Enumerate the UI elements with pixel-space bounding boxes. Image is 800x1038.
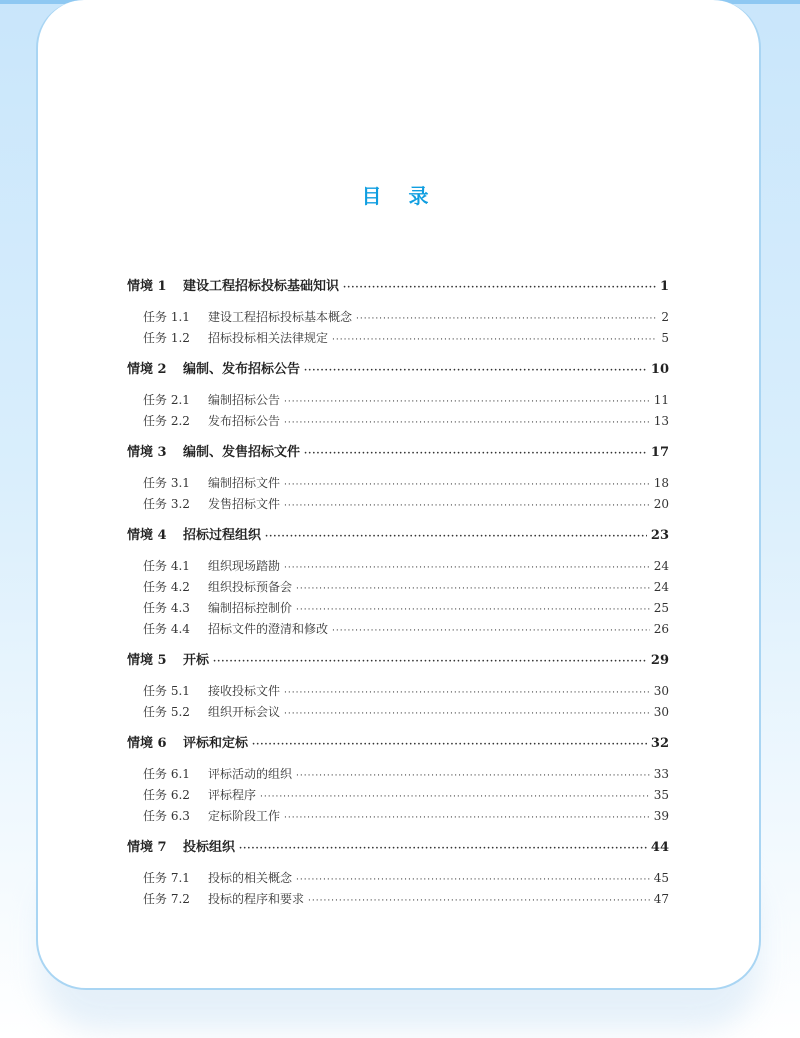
toc-chapter[interactable] — [127, 359, 669, 380]
leader-dots — [304, 361, 647, 380]
chapter-title: 编制、发售招标文件 — [183, 445, 301, 460]
leader-dots — [284, 683, 650, 702]
chapter-number: 情境 3 — [127, 445, 167, 460]
task-title: 招标投标相关法律规定 — [208, 331, 329, 345]
leader-dots — [284, 808, 650, 827]
toc-task[interactable] — [127, 598, 669, 619]
page-number: 10 — [650, 362, 669, 377]
page-number: 18 — [653, 476, 669, 490]
toc-task[interactable] — [127, 702, 669, 723]
toc-task[interactable] — [127, 806, 669, 827]
leader-dots — [296, 579, 650, 598]
leader-dots — [304, 444, 647, 463]
leader-dots — [284, 413, 650, 432]
task-number: 任务 4.3 — [143, 601, 190, 615]
page-number: 30 — [653, 705, 669, 719]
table-of-contents — [127, 276, 669, 910]
chapter-title: 投标组织 — [183, 840, 236, 855]
task-number: 任务 4.1 — [143, 559, 190, 573]
chapter-number: 情境 4 — [127, 528, 167, 543]
chapter-number: 情境 5 — [127, 653, 167, 668]
task-number: 任务 2.2 — [143, 414, 190, 428]
leader-dots — [284, 392, 650, 411]
task-title: 组织开标会议 — [208, 705, 281, 719]
toc-task[interactable] — [127, 764, 669, 785]
toc-chapter[interactable] — [127, 837, 669, 858]
toc-task[interactable] — [127, 889, 669, 910]
page-number: 5 — [661, 331, 669, 345]
toc-task[interactable] — [127, 411, 669, 432]
toc-task[interactable] — [127, 556, 669, 577]
page-number: 23 — [650, 528, 669, 543]
page-number: 30 — [653, 684, 669, 698]
toc-chapter[interactable] — [127, 276, 669, 297]
page-number: 2 — [661, 310, 669, 324]
leader-dots — [332, 330, 657, 349]
task-title: 评标程序 — [208, 788, 257, 802]
toc-task[interactable] — [127, 577, 669, 598]
chapter-number: 情境 7 — [127, 840, 167, 855]
chapter-title: 评标和定标 — [183, 736, 249, 751]
chapter-title: 招标过程组织 — [183, 528, 262, 543]
task-number: 任务 4.2 — [143, 580, 190, 594]
task-title: 评标活动的组织 — [208, 767, 293, 781]
leader-dots — [213, 652, 647, 671]
task-number: 任务 1.1 — [143, 310, 190, 324]
toc-chapter[interactable] — [127, 733, 669, 754]
toc-task[interactable] — [127, 785, 669, 806]
leader-dots — [284, 704, 650, 723]
task-title: 编制招标文件 — [208, 476, 281, 490]
task-number: 任务 5.1 — [143, 684, 190, 698]
page-number: 24 — [653, 580, 669, 594]
task-title: 发布招标公告 — [208, 414, 281, 428]
task-number: 任务 1.2 — [143, 331, 190, 345]
page-number: 13 — [653, 414, 669, 428]
task-title: 接收投标文件 — [208, 684, 281, 698]
leader-dots — [239, 839, 647, 858]
leader-dots — [260, 787, 650, 806]
page-number: 35 — [653, 788, 669, 802]
leader-dots — [252, 735, 647, 754]
chapter-number: 情境 2 — [127, 362, 167, 377]
leader-dots — [296, 766, 650, 785]
leader-dots — [308, 891, 650, 910]
chapter-title: 编制、发布招标公告 — [183, 362, 301, 377]
chapter-number: 情境 6 — [127, 736, 167, 751]
toc-task[interactable] — [127, 473, 669, 494]
task-title: 投标的相关概念 — [208, 871, 293, 885]
task-number: 任务 7.2 — [143, 892, 190, 906]
task-title: 组织现场踏勘 — [208, 559, 281, 573]
task-title: 招标文件的澄清和修改 — [208, 622, 329, 636]
task-title: 编制招标控制价 — [208, 601, 293, 615]
page-number: 11 — [653, 393, 669, 407]
toc-chapter[interactable] — [127, 442, 669, 463]
task-title: 建设工程招标投标基本概念 — [208, 310, 353, 324]
toc-task[interactable] — [127, 681, 669, 702]
page-number: 25 — [653, 601, 669, 615]
leader-dots — [296, 870, 650, 889]
toc-chapter[interactable] — [127, 525, 669, 546]
task-title: 组织投标预备会 — [208, 580, 293, 594]
leader-dots — [356, 309, 657, 328]
leader-dots — [343, 278, 656, 297]
page-number: 29 — [650, 653, 669, 668]
page-number: 17 — [650, 445, 669, 460]
leader-dots — [284, 496, 650, 515]
toc-task[interactable] — [127, 494, 669, 515]
task-number: 任务 5.2 — [143, 705, 190, 719]
page-number: 26 — [653, 622, 669, 636]
page-title: 目 录 — [361, 184, 439, 208]
page-number: 47 — [653, 892, 669, 906]
task-title: 编制招标公告 — [208, 393, 281, 407]
toc-chapter[interactable] — [127, 650, 669, 671]
task-title: 发售招标文件 — [208, 497, 281, 511]
toc-task[interactable] — [127, 390, 669, 411]
task-number: 任务 2.1 — [143, 393, 190, 407]
task-number: 任务 6.2 — [143, 788, 190, 802]
page-number: 44 — [650, 840, 669, 855]
page-number: 32 — [650, 736, 669, 751]
chapter-title: 开标 — [183, 653, 210, 668]
page-number: 1 — [659, 279, 669, 294]
task-number: 任务 4.4 — [143, 622, 190, 636]
task-title: 投标的程序和要求 — [208, 892, 305, 906]
task-number: 任务 6.1 — [143, 767, 190, 781]
page-number: 45 — [653, 871, 669, 885]
page-number: 39 — [653, 809, 669, 823]
page-number: 20 — [653, 497, 669, 511]
leader-dots — [265, 527, 647, 546]
page-number: 33 — [653, 767, 669, 781]
chapter-number: 情境 1 — [127, 279, 167, 294]
leader-dots — [296, 600, 650, 619]
page-number: 24 — [653, 559, 669, 573]
task-number: 任务 3.1 — [143, 476, 190, 490]
task-number: 任务 6.3 — [143, 809, 190, 823]
toc-task[interactable] — [127, 868, 669, 889]
leader-dots — [284, 475, 650, 494]
task-title: 定标阶段工作 — [208, 809, 281, 823]
leader-dots — [332, 621, 650, 640]
toc-task[interactable] — [127, 328, 669, 349]
chapter-title: 建设工程招标投标基础知识 — [183, 279, 340, 294]
leader-dots — [284, 558, 650, 577]
toc-task[interactable] — [127, 307, 669, 328]
task-number: 任务 3.2 — [143, 497, 190, 511]
task-number: 任务 7.1 — [143, 871, 190, 885]
toc-task[interactable] — [127, 619, 669, 640]
